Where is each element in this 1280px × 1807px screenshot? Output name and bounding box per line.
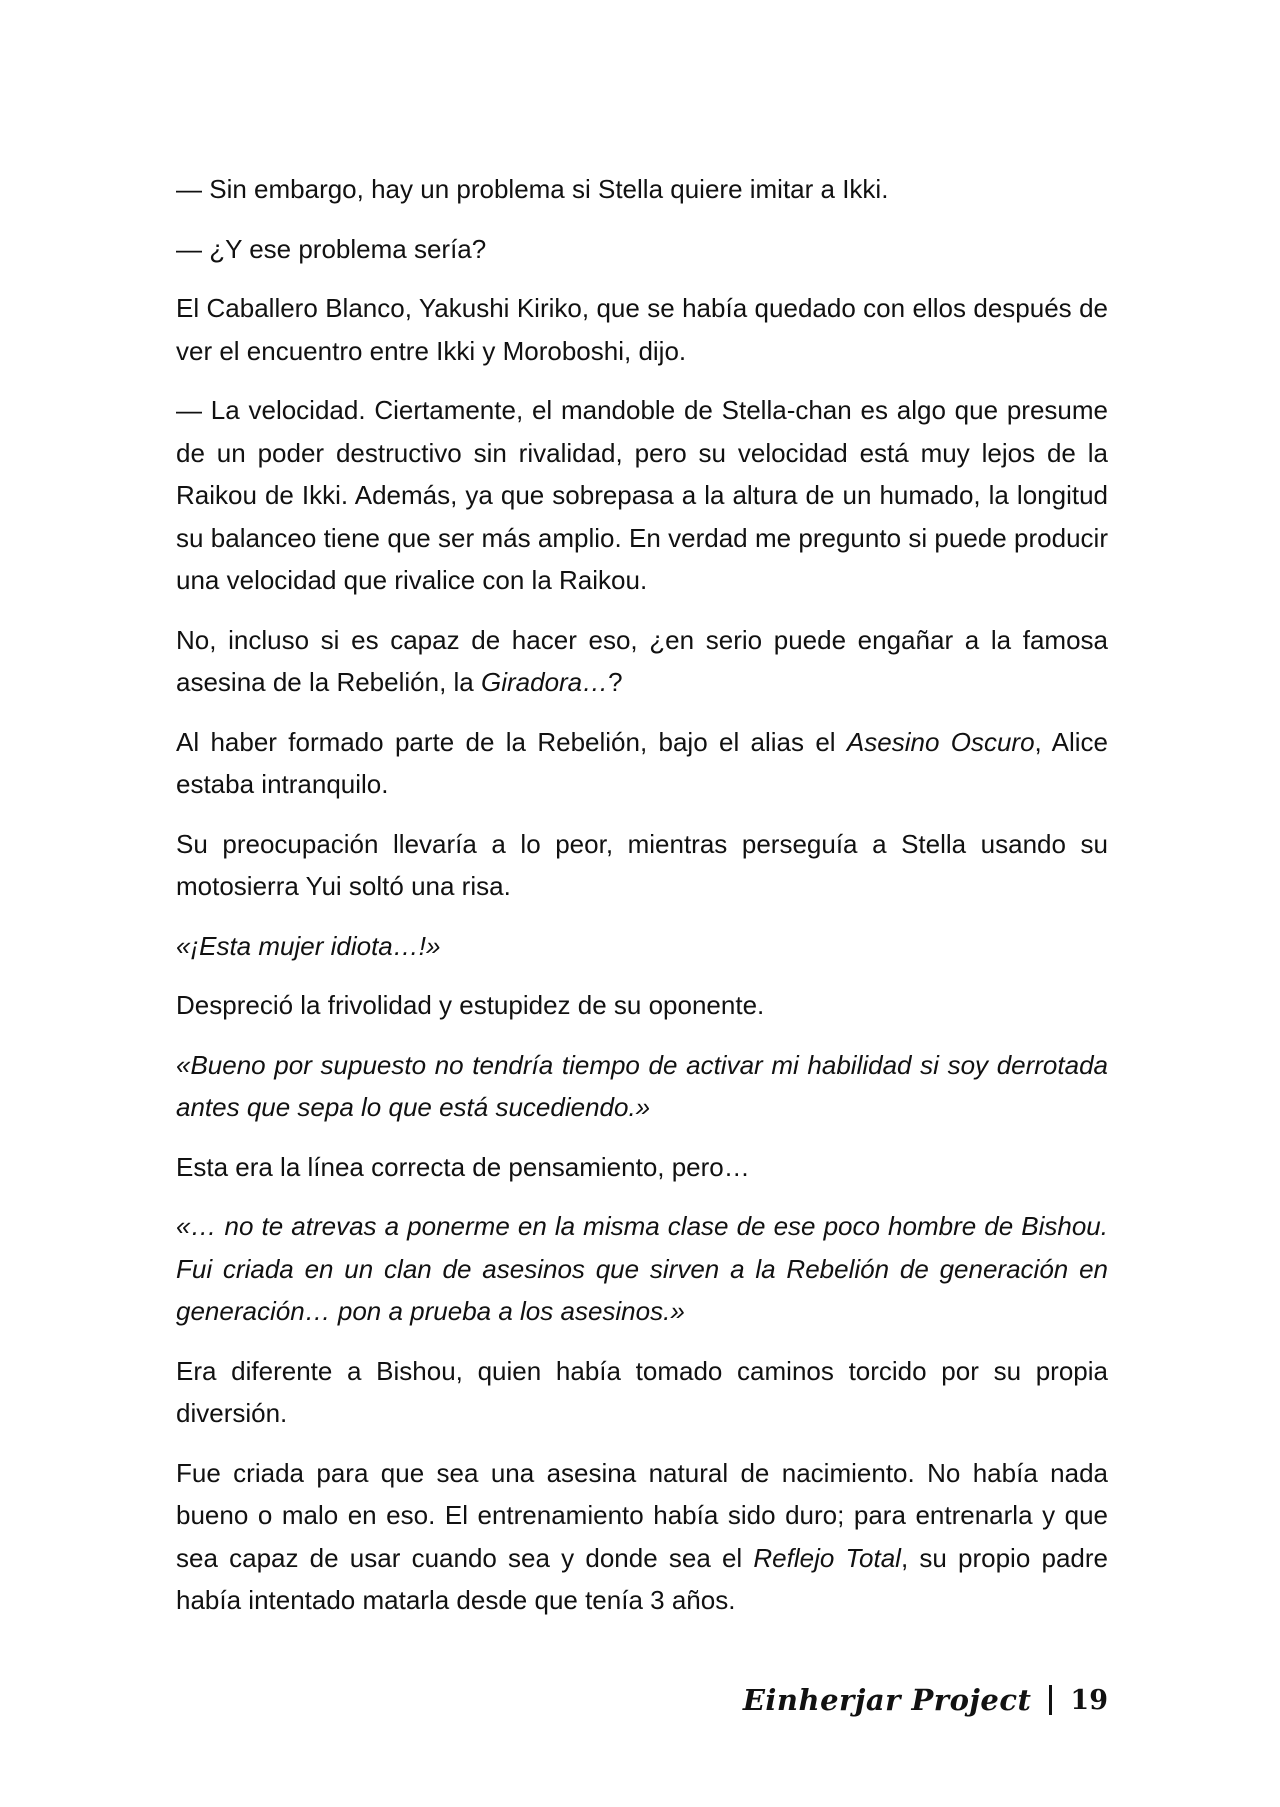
page-number: 19	[1070, 1684, 1108, 1716]
paragraph-narration-6: Esta era la línea correcta de pensamiento, pero…	[176, 1151, 750, 1182]
paragraph-narration-3	[176, 721, 1108, 806]
paragraph-narration-1: El Caballero Blanco, Yakushi Kiriko, que se había quedado con ellos después de ver el encuentro entre Ikki y Moroboshi, dijo.	[176, 293, 1108, 366]
paragraph-narration-8	[176, 1452, 1108, 1622]
paragraph-narration-4: Su preocupación llevaría a lo peor, mientras perseguía a Stella usando su motosierra Yui soltó una risa.	[176, 828, 1108, 901]
paragraph-text: No, incluso si es capaz de hacer eso, ¿en serio puede engañar a la famosa asesina de la Rebelión, la	[176, 624, 1108, 697]
paragraph-italic-term: Asesino Oscuro	[846, 726, 1035, 757]
paragraph-dialogue-1: — Sin embargo, hay un problema si Stella quiere imitar a Ikki.	[176, 174, 889, 204]
paragraph-thought-3: «… no te atrevas a ponerme en la misma clase de ese poco hombre de Bishou. Fui criada en un clan de asesinos que sirven a la Rebelión de generación en generación… pon a prueba a los asesinos.»	[176, 1211, 1108, 1326]
paragraph-text: Al haber formado parte de la Rebelión, bajo el alias el	[176, 726, 847, 757]
footer-divider	[1049, 1685, 1052, 1715]
paragraph-text: , Alice estaba intranquilo.	[176, 726, 1108, 799]
paragraph-thought-1: «¡Esta mujer idiota…!»	[176, 930, 441, 961]
paragraph-text: , su propio padre había intentado matarla desde que tenía 3 años.	[176, 1542, 1108, 1615]
paragraph-dialogue-3: — La velocidad. Ciertamente, el mandoble de Stella-chan es algo que presume de un poder destructivo sin rivalidad, pero su velocidad está muy lejos de la Raikou de Ikki. Además, ya que sobrepasa a la altura de un humado, la longitud su balanceo tiene que ser más amplio. En verdad me pregunto si puede producir una velocidad que rivalice con la Raikou.	[176, 395, 1108, 595]
paragraph-narration-2	[176, 619, 1108, 704]
paragraph-thought-2: «Bueno por supuesto no tendría tiempo de activar mi habilidad si soy derrotada antes que sepa lo que está sucediendo.»	[176, 1049, 1108, 1122]
paragraph-dialogue-2: — ¿Y ese problema sería?	[176, 233, 487, 264]
paragraph-italic-term: Reflejo Total	[753, 1542, 901, 1573]
paragraph-narration-5: Despreció la frivolidad y estupidez de su oponente.	[176, 990, 765, 1020]
paragraph-italic-term: Giradora…	[480, 667, 609, 697]
paragraph-text: Fue criada para que sea una asesina natural de nacimiento. No había nada bueno o malo en eso. El entrenamiento había sido duro; para entrenarla y que sea capaz de usar cuando sea y donde sea el	[176, 1457, 1108, 1573]
paragraph-text: ?	[608, 667, 623, 697]
footer-brand: Einherjar Project	[742, 1683, 1032, 1717]
document-body	[176, 168, 1108, 1639]
page-footer	[743, 1680, 1108, 1720]
paragraph-narration-7: Era diferente a Bishou, quien había tomado caminos torcido por su propia diversión.	[176, 1355, 1108, 1428]
